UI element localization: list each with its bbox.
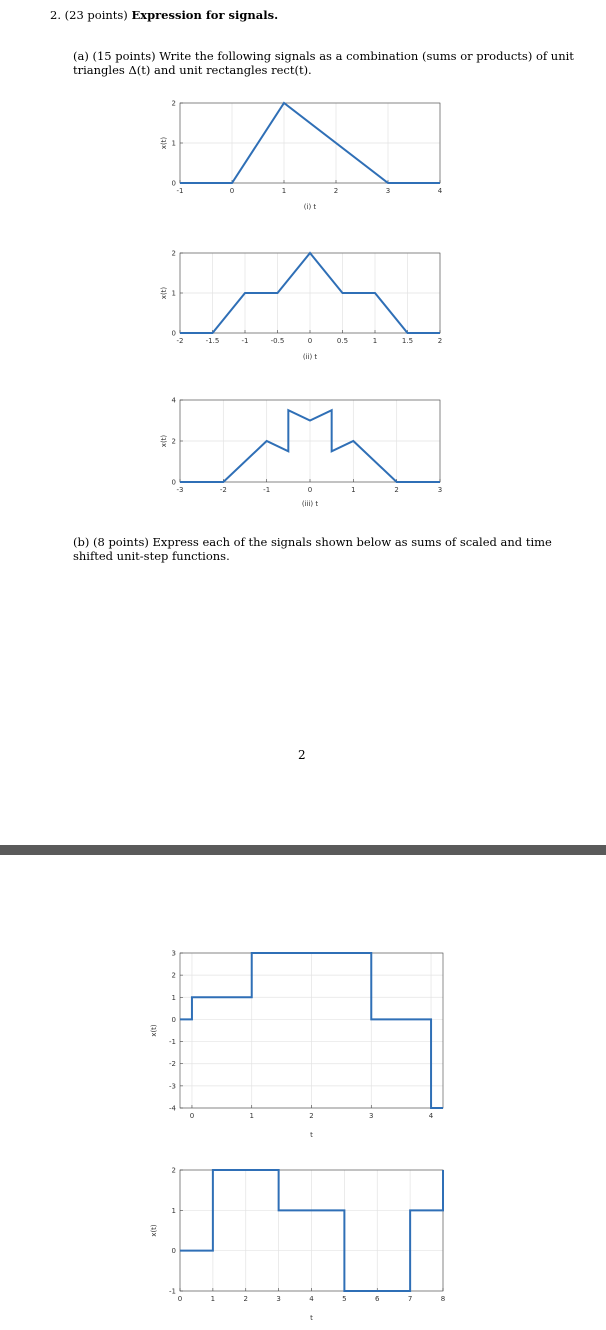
x-tick-label: -2: [219, 486, 227, 494]
y-tick-label: -3: [169, 1082, 176, 1091]
page-number: 2: [298, 748, 306, 762]
part-a-text: (a) (15 points) Write the following signals as a combination (sums or products) of unit triangles Δ(t) and unit rectangles rect(t).: [73, 49, 574, 77]
plot-2: [160, 250, 442, 362]
x-axis-label: t: [310, 1131, 313, 1139]
plot-3: [160, 397, 442, 509]
x-tick-label: 0: [229, 187, 235, 195]
y-tick-label: 1: [171, 993, 176, 1002]
x-tick-label: 2: [309, 1112, 314, 1120]
y-tick-label: 3: [171, 949, 176, 958]
y-tick-label: 0: [171, 478, 176, 487]
x-tick-label: 2: [243, 1295, 248, 1303]
y-tick-label: 2: [171, 1166, 176, 1175]
x-tick-label: -0.5: [270, 337, 285, 345]
y-axis-label: x(t): [150, 1224, 158, 1237]
plot-4: [150, 950, 443, 1140]
x-tick-label: 6: [375, 1295, 380, 1303]
x-tick-label: 0: [307, 486, 313, 494]
x-tick-label: -3: [176, 486, 184, 494]
x-tick-label: 0.5: [336, 337, 349, 345]
y-tick-label: 0: [171, 329, 176, 338]
part-b-text: (b) (8 points) Express each of the signals shown below as sums of scaled and time shifted unit-step functions.: [73, 535, 552, 563]
plot-5: [150, 1167, 445, 1323]
y-tick-label: -4: [169, 1104, 176, 1113]
x-tick-label: -1.5: [205, 337, 220, 345]
x-tick-label: 4: [437, 187, 443, 195]
x-tick-label: 4: [428, 1112, 434, 1120]
y-tick-label: 1: [171, 289, 176, 298]
x-tick-label: 0: [307, 337, 313, 345]
x-tick-label: -1: [263, 486, 271, 494]
plot-1: [160, 100, 443, 212]
x-tick-label: 3: [369, 1112, 374, 1120]
y-tick-label: -1: [169, 1287, 176, 1296]
x-tick-label: 0: [177, 1295, 183, 1303]
x-axis-label: t: [310, 1314, 313, 1322]
y-tick-label: 1: [171, 1206, 176, 1215]
x-axis-label: (ii) t: [302, 353, 318, 361]
x-tick-label: 3: [385, 187, 391, 195]
y-tick-label: 0: [171, 179, 176, 188]
x-tick-label: -2: [176, 337, 184, 345]
y-axis-label: x(t): [160, 136, 168, 150]
question-points: (23 points): [64, 8, 128, 22]
x-tick-label: 1: [351, 486, 356, 494]
x-tick-label: 8: [440, 1295, 446, 1303]
y-tick-label: -2: [169, 1060, 176, 1069]
x-tick-label: 1: [281, 187, 287, 195]
y-axis-label: x(t): [150, 1024, 158, 1037]
x-tick-label: 4: [309, 1295, 314, 1303]
x-tick-label: 0: [189, 1112, 195, 1120]
x-tick-label: 3: [276, 1295, 281, 1303]
question-title: Expression for signals.: [131, 8, 279, 22]
y-tick-label: 1: [171, 139, 176, 148]
x-tick-label: -1: [176, 187, 184, 195]
x-tick-label: 2: [333, 187, 339, 195]
y-tick-label: 4: [171, 396, 176, 405]
y-tick-label: 2: [171, 971, 176, 980]
x-tick-label: 5: [342, 1295, 347, 1303]
y-axis-label: x(t): [160, 434, 168, 448]
y-axis-label: x(t): [160, 286, 168, 300]
x-tick-label: 2: [394, 486, 399, 494]
y-tick-label: 2: [171, 437, 176, 446]
x-tick-label: -1: [241, 337, 249, 345]
x-tick-label: 1.5: [401, 337, 414, 345]
x-tick-label: 3: [437, 486, 443, 494]
question-number: 2.: [50, 8, 61, 22]
x-axis-label: (iii) t: [301, 500, 319, 508]
y-tick-label: 0: [171, 1247, 176, 1256]
x-tick-label: 7: [407, 1295, 413, 1303]
y-tick-label: -1: [169, 1038, 176, 1047]
x-tick-label: 2: [437, 337, 443, 345]
x-tick-label: 1: [210, 1295, 216, 1303]
x-tick-label: 1: [249, 1112, 254, 1120]
y-tick-label: 2: [171, 99, 176, 108]
y-tick-label: 2: [171, 249, 176, 258]
y-tick-label: 0: [171, 1015, 176, 1024]
x-axis-label: (i) t: [303, 203, 317, 211]
x-tick-label: 1: [372, 337, 378, 345]
